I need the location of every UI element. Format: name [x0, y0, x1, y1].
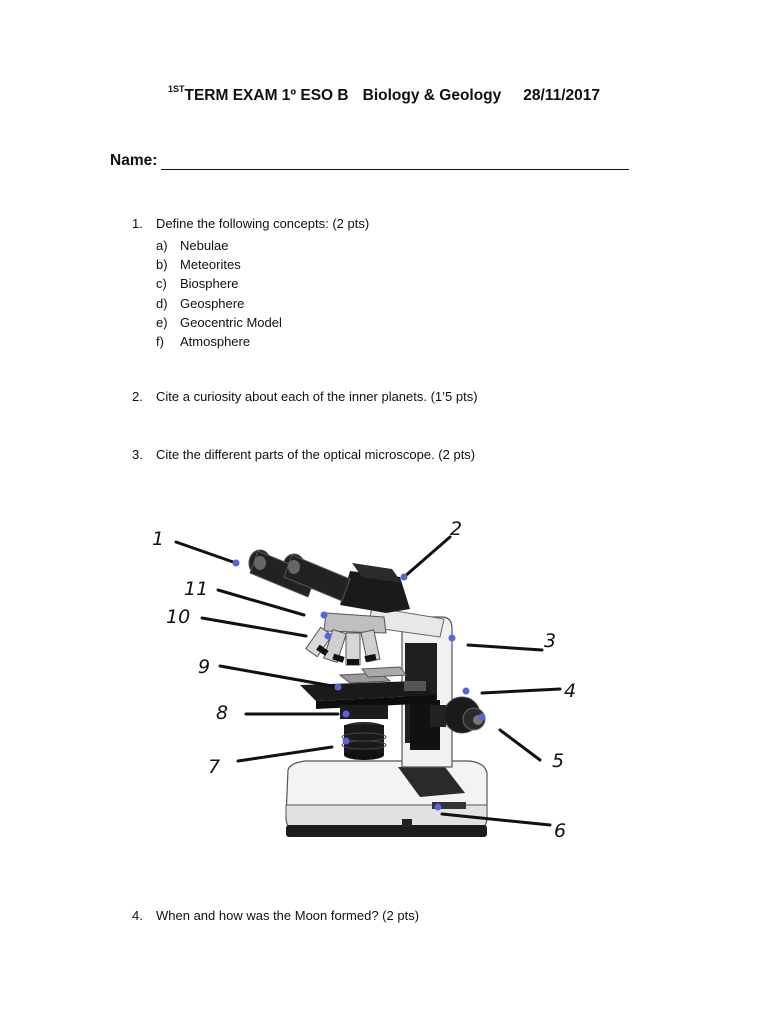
callout-marker-3	[449, 635, 456, 642]
item-text: Meteorites	[180, 257, 241, 273]
callout-label-8: 8	[216, 702, 229, 724]
callout-marker-5	[479, 714, 486, 721]
microscope-illustration	[249, 550, 487, 837]
callout-marker-10	[325, 633, 332, 640]
callout-marker-11	[321, 612, 328, 619]
name-label: Name:	[110, 152, 158, 169]
item-label: f)	[156, 333, 164, 349]
callout-marker-1	[233, 560, 240, 567]
callout-label-6: 6	[554, 820, 567, 842]
callout-line-9	[220, 666, 338, 687]
callout-line-3	[468, 645, 542, 650]
exam-date: 28/11/2017	[523, 87, 601, 105]
question-text: Cite the different parts of the optical microscope. (2 pts)	[156, 447, 476, 462]
question-text: When and how was the Moon formed? (2 pts)	[156, 908, 420, 923]
question-number: 4.	[132, 908, 143, 923]
microscope-diagram	[140, 505, 580, 850]
list-item	[156, 313, 282, 332]
item-label: a)	[156, 238, 168, 253]
item-text: Geocentric Model	[180, 314, 282, 330]
item-label: c)	[156, 276, 167, 292]
question-1	[132, 216, 369, 231]
callout-label-7: 7	[208, 756, 221, 778]
callout-line-7	[238, 747, 332, 761]
callout-marker-8	[343, 711, 350, 718]
callout-line-1	[176, 542, 236, 563]
callout-line-4	[482, 689, 560, 693]
callout-line-5	[500, 730, 540, 760]
item-text: Atmosphere	[180, 333, 251, 349]
callout-label-10: 10	[166, 606, 191, 628]
item-label: d)	[156, 295, 168, 311]
callout-marker-2	[401, 574, 408, 581]
concept-list	[156, 236, 282, 351]
list-item	[156, 255, 282, 274]
list-item	[156, 294, 282, 313]
callout-label-2: 2	[450, 518, 463, 540]
question-number: 2.	[132, 389, 143, 404]
callout-line-10	[202, 618, 306, 636]
item-label: b)	[156, 257, 168, 273]
question-number: 3.	[132, 447, 143, 462]
list-item	[156, 274, 282, 293]
question-text: Define the following concepts: (2 pts)	[156, 216, 370, 231]
exam-title: TERM EXAM 1º ESO B	[184, 87, 349, 105]
callout-label-4: 4	[564, 680, 577, 702]
list-item	[156, 332, 282, 351]
item-label: e)	[156, 314, 168, 330]
callout-marker-7	[343, 738, 350, 745]
question-2	[132, 389, 478, 404]
callout-marker-4	[463, 688, 470, 695]
callout-line-11	[218, 590, 304, 615]
question-number: 1.	[132, 216, 143, 231]
list-item	[156, 236, 282, 255]
name-field	[110, 152, 629, 170]
exam-header	[0, 86, 768, 105]
subject-title: Biology & Geology	[362, 87, 502, 105]
question-text: Cite a curiosity about each of the inner planets. (1’5 pts)	[156, 389, 478, 404]
question-4	[132, 908, 419, 923]
item-text: Biosphere	[180, 276, 239, 292]
callout-label-5: 5	[552, 750, 565, 772]
name-answer-line	[161, 153, 629, 170]
callout-label-1: 1	[152, 528, 165, 550]
callout-marker-9	[335, 684, 342, 691]
item-text: Geosphere	[180, 295, 245, 311]
question-3	[132, 447, 475, 462]
callout-label-3: 3	[544, 630, 557, 652]
callout-line-2	[404, 537, 450, 577]
callout-label-9: 9	[198, 656, 211, 678]
callout-label-11: 11	[184, 578, 209, 600]
callout-marker-6	[435, 804, 442, 811]
term-superscript: 1ST	[167, 84, 185, 94]
microscope-figure	[140, 505, 580, 850]
item-text: Nebulae	[180, 238, 229, 253]
